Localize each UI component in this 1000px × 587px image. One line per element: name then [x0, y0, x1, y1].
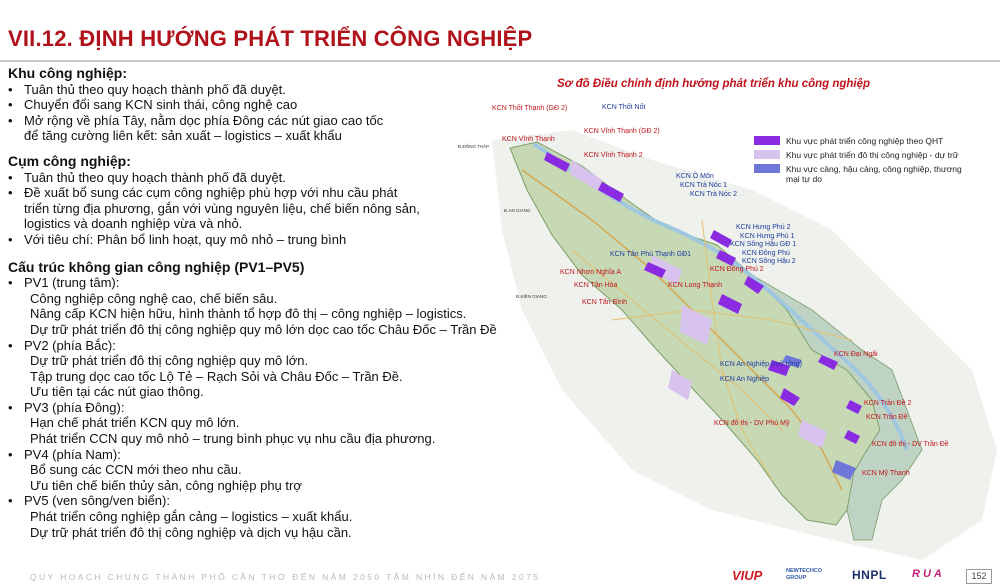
pv-line: Phát triển CCN quy mô nhỏ – trung bình phục vụ nhu cầu địa phương.: [30, 431, 436, 447]
viup-logo: VIUP: [732, 568, 763, 583]
pv-line: Dự trữ phát triển đô thị công nghiệp và dịch vụ hậu cần.: [30, 524, 352, 540]
khu-item: • Tuân thủ theo quy hoạch thành phố đã duyệt.: [8, 81, 286, 97]
pv-line: Bổ sung các CCN mới theo nhu cầu.: [30, 462, 242, 478]
pv-line: Công nghiệp công nghệ cao, chế biến sâu.: [30, 290, 278, 306]
legend-swatch: [754, 164, 780, 173]
khu-heading: Khu công nghiệp:: [8, 65, 127, 81]
map-label: KCN Ô Môn: [676, 173, 714, 180]
place-name: Đ.AN GIANG: [504, 208, 531, 213]
map-label: KCN Trà Nóc 2: [690, 191, 738, 198]
map-label: KCN Vĩnh Thạnh (GĐ 2): [584, 128, 660, 135]
industry-map: [452, 70, 1000, 565]
pv-heading: • PV3 (phía Đông):: [8, 399, 125, 415]
footer-text: QUY HOẠCH CHUNG THÀNH PHỐ CẦN THƠ ĐẾN NĂM 2050 TẦM NHÌN ĐẾN NĂM 2075: [30, 572, 541, 582]
legend-item: Khu vực phát triển công nghiệp theo QHT: [754, 136, 966, 146]
page-number: 152: [966, 569, 992, 584]
cum-item: • Với tiêu chí: Phân bổ linh hoạt, quy mô nhỏ – trung bình: [8, 231, 347, 247]
map-label: KCN Sông Hậu 2: [742, 258, 796, 265]
map-label: KCN Thốt Nốt: [602, 104, 646, 111]
pv-heading: • PV2 (phía Bắc):: [8, 337, 116, 353]
map-label: KCN An Nghiệp (mở rộng): [720, 361, 803, 368]
map-label: KCN đô thị - DV Phú Mỹ: [714, 420, 790, 427]
cum-item: • Đề xuất bổ sung các cụm công nghiệp phù hợp với nhu cầu phát: [8, 185, 398, 201]
cum-item-cont: logistics và doanh nghiệp vừa và nhỏ.: [24, 216, 243, 232]
cum-heading: Cụm công nghiệp:: [8, 152, 131, 169]
map-label: KCN Tân Hòa: [574, 282, 618, 289]
map-label: KCN Vĩnh Thạnh: [502, 136, 555, 143]
map-label: KCN Trần Đề 2: [864, 400, 912, 407]
hnpl-logo: HNPL: [852, 568, 887, 582]
title-divider: [0, 60, 1000, 62]
map-label: KCN Tân Phú Thạnh GĐ1: [610, 251, 692, 258]
khu-item: • Mở rộng về phía Tây, nằm dọc phía Đông các nút giao cao tốc: [8, 112, 384, 128]
khu-item-cont: để tăng cường liên kết: sản xuất – logistics – xuất khẩu: [24, 128, 342, 144]
newtechco-logo: NEWTECHCO GROUP: [786, 568, 823, 581]
place-name: Đ.KIÊN GIANG: [516, 294, 547, 299]
legend-item: Khu vực phát triển đô thị công nghiệp - dự trữ: [754, 150, 966, 160]
map-label: KCN Vĩnh Thạnh 2: [584, 152, 643, 159]
map-label: KCN Hưng Phú 2: [736, 224, 791, 231]
map-label: KCN Long Thạnh: [668, 282, 722, 289]
pv-line: Nâng cấp KCN hiện hữu, hình thành tổ hợp đô thị – công nghiệp – logistics.: [30, 306, 467, 322]
pv-line: Ưu tiên chế biến thủy sản, công nghiệp phụ trợ: [30, 477, 302, 493]
cau-truc-heading: Cấu trúc không gian công nghiệp (PV1–PV5): [8, 258, 305, 275]
map-label: KCN Trà Nóc 1: [680, 182, 728, 189]
pv-heading: • PV5 (ven sông/ven biển):: [8, 493, 170, 509]
footer: [0, 566, 1000, 587]
map-legend: [754, 136, 966, 188]
map-label: KCN Mỹ Thạnh: [862, 470, 910, 477]
pv-heading: • PV1 (trung tâm):: [8, 275, 120, 291]
map-label: KCN Đông Phú: [742, 250, 790, 257]
map-label: KCN Nhơn Nghĩa A: [560, 269, 622, 276]
legend-item: Khu vực cảng, hậu cảng, công nghiệp, thương mại tự do: [754, 164, 966, 184]
map-label: KCN Tân Bình: [582, 299, 628, 306]
place-name: Đ.ĐỒNG THÁP: [458, 144, 490, 149]
map-label: KCN Đông Phú 2: [710, 266, 764, 273]
page-title: VII.12. ĐỊNH HƯỚNG PHÁT TRIỂN CÔNG NGHIỆP: [8, 26, 533, 51]
left-text-column: [8, 66, 508, 540]
pv-line: Hạn chế phát triển KCN quy mô lớn.: [30, 415, 240, 431]
pv-heading: • PV4 (phía Nam):: [8, 446, 121, 462]
map-label: KCN đô thị - DV Trần Đề: [872, 441, 949, 448]
legend-swatch: [754, 136, 780, 145]
cum-item: • Tuân thủ theo quy hoạch thành phố đã duyệt.: [8, 169, 286, 185]
cum-item-cont: triển từng địa phương, gắn với vùng nguyên liệu, chế biến nông sản,: [24, 200, 420, 216]
map-label: KCN Đại Ngãi: [834, 351, 878, 358]
map-label: KCN Thốt Thạnh (GĐ 2): [492, 105, 568, 112]
pv-line: Ưu tiên tại các nút giao thông.: [30, 384, 204, 400]
pv-line: Phát triển công nghiệp gắn cảng – logistics – xuất khẩu.: [30, 509, 353, 525]
map-title: Sơ đồ Điều chỉnh định hướng phát triển khu công nghiệp: [557, 78, 871, 90]
pv-line: Tập trung dọc cao tốc Lộ Tẻ – Rạch Sỏi và Châu Đốc – Trần Đề.: [30, 368, 403, 384]
map-label: KCN Sông Hậu GĐ 1: [730, 241, 797, 248]
map-label: KCN Trần Đề: [866, 414, 908, 421]
pv-line: Dự trữ phát triển đô thị công nghiệp quy mô lớn dọc cao tốc Châu Đốc – Trần Đề: [30, 321, 497, 337]
legend-swatch: [754, 150, 780, 159]
pv-line: Dự trữ phát triển đô thị công nghiệp quy mô lớn.: [30, 353, 309, 369]
map-label: KCN An Nghiệp: [720, 376, 770, 383]
khu-item: • Chuyển đổi sang KCN sinh thái, công nghệ cao: [8, 97, 298, 113]
rua-logo: RUA: [912, 568, 945, 580]
map-label: KCN Hưng Phú 1: [740, 233, 795, 240]
